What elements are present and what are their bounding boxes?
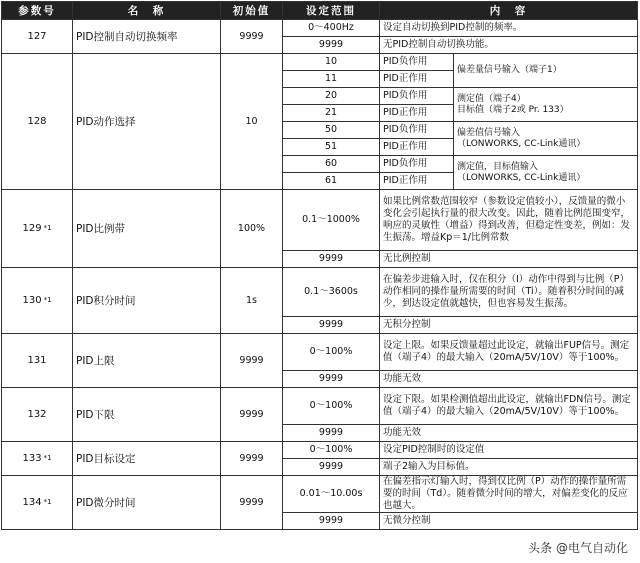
content-text: 无比例控制 — [380, 251, 638, 268]
param-no — [2, 442, 73, 476]
table-row-129 — [2, 190, 638, 251]
param-no-value: 133 — [22, 453, 42, 464]
footnote-mark: *1 — [43, 296, 52, 304]
setting-value: 51 — [283, 139, 380, 156]
header-setting-range: 设定范围 — [283, 2, 380, 20]
setting-range: 0～100% — [283, 442, 380, 459]
setting-value: 61 — [283, 173, 380, 190]
action-mode: PID正作用 — [380, 71, 454, 88]
input-description-line: （LONWORKS, CC-Link通讯） — [457, 172, 586, 183]
action-mode: PID正作用 — [380, 105, 454, 122]
initial-value: 9999 — [221, 20, 283, 54]
content-text: 设定PID控制时的设定值 — [380, 442, 638, 459]
param-no — [2, 190, 73, 268]
setting-range: 9999 — [283, 371, 380, 388]
input-description — [454, 88, 638, 122]
input-description-line: 偏差值信号输入 — [457, 127, 521, 138]
content-text: 在偏差指示灯输入时，得到仅比例（P）动作的操作量所需要的时间（Td）。随着微分时间的增大，对偏差变化的反应也越大。 — [380, 476, 638, 513]
setting-value: 50 — [283, 122, 380, 139]
table-row-127 — [2, 20, 638, 37]
setting-range: 0～100% — [283, 388, 380, 425]
setting-value: 11 — [283, 71, 380, 88]
initial-value: 9999 — [221, 388, 283, 442]
param-name: PID控制自动切换频率 — [73, 20, 221, 54]
input-description — [454, 122, 638, 156]
param-no: 131 — [2, 334, 73, 388]
footnote-mark: *1 — [43, 224, 52, 232]
param-name: PID动作选择 — [73, 54, 221, 190]
initial-value: 9999 — [221, 476, 283, 530]
table-row-131 — [2, 334, 638, 371]
setting-range: 0.1～1000% — [283, 190, 380, 251]
content-text: 设定下限。如果检测值超出此设定，就输出FDN信号。测定值（端子4）的最大输入（20mA/5V/10V）等于100%。 — [380, 388, 638, 425]
table-row-130 — [2, 268, 638, 317]
content-text: 端子2输入为目标值。 — [380, 459, 638, 476]
input-description: 偏差量信号输入（端子1） — [454, 54, 638, 88]
param-no — [2, 476, 73, 530]
param-no-value: 130 — [22, 295, 42, 306]
param-name: PID下限 — [73, 388, 221, 442]
table-header-row — [2, 2, 638, 20]
footnote-mark: *1 — [43, 498, 52, 506]
setting-range: 9999 — [283, 459, 380, 476]
setting-range: 0～400Hz — [283, 20, 380, 37]
table-row-128 — [2, 54, 638, 71]
initial-value: 10 — [221, 54, 283, 190]
action-mode: PID负作用 — [380, 156, 454, 173]
setting-range: 0.01～10.00s — [283, 476, 380, 513]
content-text: 无PID控制自动切换功能。 — [380, 37, 638, 54]
param-name: PID比例带 — [73, 190, 221, 268]
content-text: 无积分控制 — [380, 317, 638, 334]
setting-range: 9999 — [283, 317, 380, 334]
pid-parameter-table — [1, 1, 638, 530]
action-mode: PID负作用 — [380, 54, 454, 71]
param-name: PID微分时间 — [73, 476, 221, 530]
content-text: 功能无效 — [380, 371, 638, 388]
initial-value: 1s — [221, 268, 283, 334]
header-param-no: 参数号 — [2, 2, 73, 20]
action-mode: PID正作用 — [380, 139, 454, 156]
table-row-132 — [2, 388, 638, 425]
content-text: 如果比例常数范围较窄（参数设定值较小），反馈量的微小变化会引起执行量的很大改变。因此，随着比例范围变窄，响应的灵敏性（增益）得到改善，但稳定性变差，例如：发生振荡。增益Kp＝1/比例常数 — [380, 190, 638, 251]
setting-value: 60 — [283, 156, 380, 173]
param-name: PID积分时间 — [73, 268, 221, 334]
content-text: 设定自动切换到PID控制的频率。 — [380, 20, 638, 37]
header-initial-value: 初始值 — [221, 2, 283, 20]
param-name: PID上限 — [73, 334, 221, 388]
initial-value: 9999 — [221, 334, 283, 388]
setting-range: 9999 — [283, 425, 380, 442]
footnote-mark: *1 — [43, 454, 52, 462]
action-mode: PID正作用 — [380, 173, 454, 190]
initial-value: 9999 — [221, 442, 283, 476]
content-text: 设定上限。如果反馈量超过此设定，就输出FUP信号。测定值（端子4）的最大输入（20mA/5V/10V）等于100%。 — [380, 334, 638, 371]
setting-range: 9999 — [283, 37, 380, 54]
action-mode: PID负作用 — [380, 88, 454, 105]
setting-value: 10 — [283, 54, 380, 71]
param-no — [2, 268, 73, 334]
param-no: 127 — [2, 20, 73, 54]
action-mode: PID负作用 — [380, 122, 454, 139]
param-no: 128 — [2, 54, 73, 190]
setting-range: 9999 — [283, 251, 380, 268]
input-description-line: 目标值（端子2或 Pr. 133） — [457, 104, 569, 115]
watermark: 头条 @电气自动化 — [524, 538, 632, 557]
setting-value: 21 — [283, 105, 380, 122]
input-description-line: 测定值（端子4） — [457, 93, 526, 104]
input-description — [454, 156, 638, 190]
content-text: 在偏差步进输入时，仅在积分（I）动作中得到与比例（P）动作相同的操作量所需要的时间（Ti）。随着积分时间的减少，到达设定值就越快，但也容易发生振荡。 — [380, 268, 638, 317]
setting-range: 9999 — [283, 513, 380, 530]
param-no-value: 134 — [22, 497, 42, 508]
header-name: 名 称 — [73, 2, 221, 20]
setting-range: 0.1～3600s — [283, 268, 380, 317]
setting-range: 0～100% — [283, 334, 380, 371]
table-row-134 — [2, 476, 638, 513]
initial-value: 100% — [221, 190, 283, 268]
param-name: PID目标设定 — [73, 442, 221, 476]
header-content: 内 容 — [380, 2, 638, 20]
input-description-line: 测定值，目标值输入 — [457, 161, 539, 172]
content-text: 功能无效 — [380, 425, 638, 442]
input-description-line: （LONWORKS, CC-Link通讯） — [457, 138, 586, 149]
param-no-value: 129 — [22, 223, 42, 234]
param-no: 132 — [2, 388, 73, 442]
content-text: 无微分控制 — [380, 513, 638, 530]
setting-value: 20 — [283, 88, 380, 105]
table-row-133 — [2, 442, 638, 459]
